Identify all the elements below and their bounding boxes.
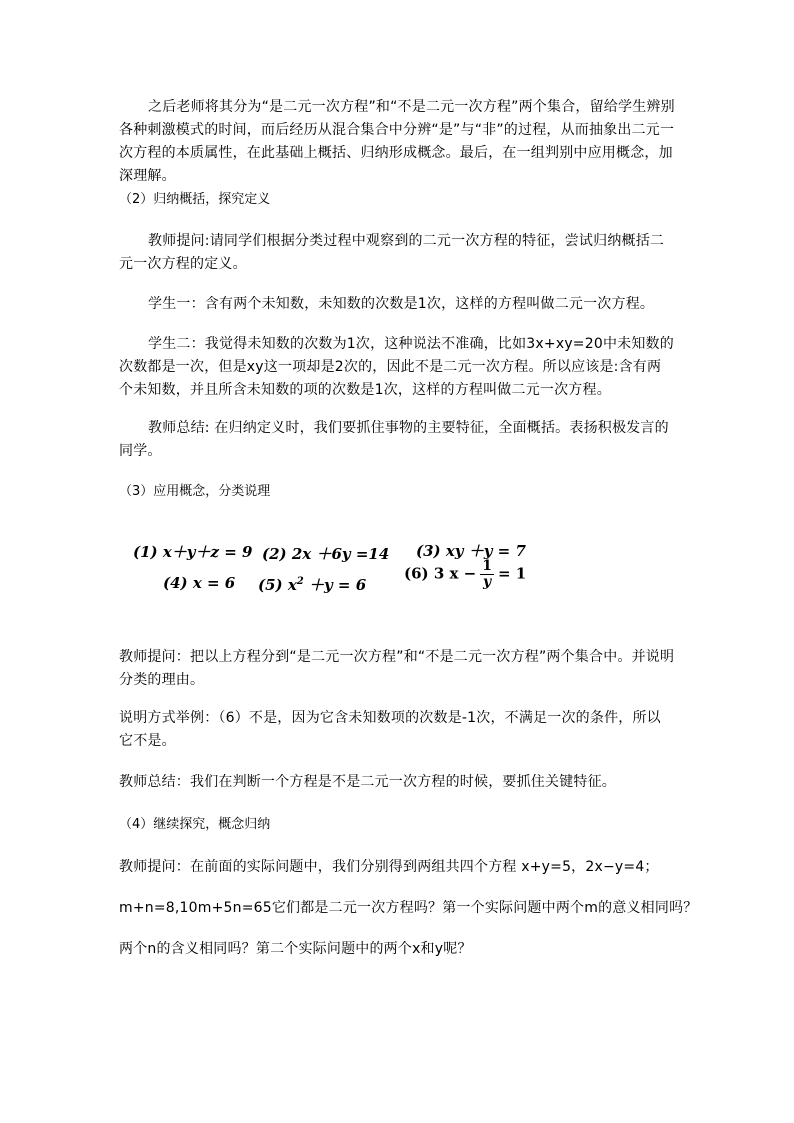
fraction: $\frac{1}{y}$ (482, 558, 492, 590)
equation-3: (3) xy ＋y = 7 (416, 542, 526, 560)
equation-4: (4) x = 6 (163, 574, 236, 592)
paragraph-teacher-summary-2: 教师总结：我们在判断一个方程是不是二元一次方程的时候，要抓住关键特征。 (119, 774, 616, 790)
paragraph-student-1: 学生一：含有两个未知数，未知数的次数是1次，这样的方程叫做二元一次方程。 (148, 296, 655, 312)
section-heading-2: （2）归纳概括，探究定义 (119, 192, 271, 207)
section-heading-4: （4）继续探究，概念归纳 (119, 817, 271, 832)
paragraph-teacher-question-1: 教师提问:请同学们根据分类过程中观察到的二元一次方程的特征，尝试归纳概括二元一次方程的定义。 (119, 233, 665, 272)
paragraph-teacher-question-2: 教师提问：把以上方程分到“是二元一次方程”和“不是二元一次方程”两个集合中。并说明分类的理由。 (119, 649, 675, 688)
equation-5: (5) $x^2 +y = 6$ (258, 576, 367, 594)
paragraph-student-2: 学生二：我觉得未知数的次数为1次，这种说法不准确，比如3x+xy=20中未知数的次数都是一次，但是xy这一项却是2次的，因此不是二元一次方程。所以应该是:含有两个未知数，并且所含未知数的项的次数是1次，这样的方程叫做二元一次方程。 (119, 336, 674, 398)
equation-1: (1) x＋y＋z = 9 (133, 543, 253, 561)
paragraph-teacher-question-3: 教师提问：在前面的实际问题中，我们分别得到两组共四个方程 x+y=5，2x−y=4； (119, 859, 659, 875)
paragraph-teacher-summary-1: 教师总结: 在归纳定义时，我们要抓住事物的主要特征，全面概括。表扬积极发言的同学。 (119, 420, 669, 459)
equation-6: (6) 3 x − $\frac{1}{y}$ = 1 (404, 558, 527, 590)
paragraph-question-continued: m+n=8,10m+5n=65它们都是二元一次方程吗？第一个实际问题中两个m的意义相同吗？ (119, 900, 698, 916)
equation-2: (2) 2x ＋6y =14 (262, 545, 390, 563)
paragraph-intro: 之后老师将其分为“是二元一次方程”和“不是二元一次方程”两个集合，留给学生辨别各种刺激模式的时间，而后经历从混合集合中分辨“是”与“非”的过程，从而抽象出二元一次方程的本质属性，在此基础上概括、归纳形成概念。最后，在一组判别中应用概念，加深理解。 (119, 99, 675, 184)
paragraph-example-explanation: 说明方式举例：（6）不是，因为它含未知数项的次数是-1次，不满足一次的条件，所以它不是。 (119, 710, 661, 749)
section-heading-3: （3）应用概念，分类说理 (119, 484, 271, 499)
paragraph-question-final: 两个n的含义相同吗？第二个实际问题中的两个x和y呢？ (119, 941, 472, 957)
